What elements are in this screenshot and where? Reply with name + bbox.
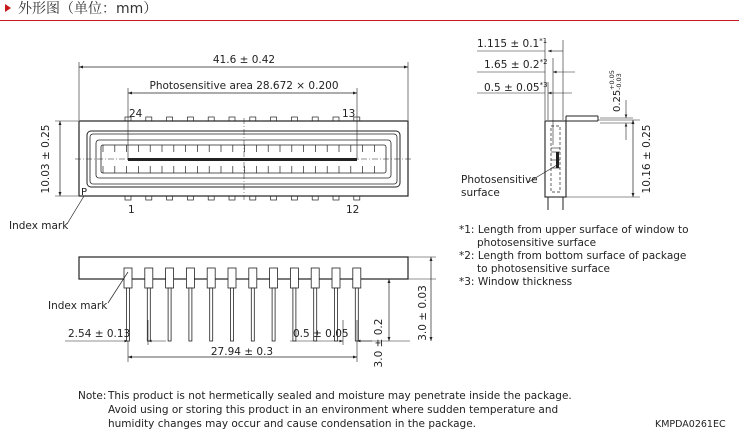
side-dim-2-value: 1.65 ± 0.2: [484, 59, 540, 71]
width-dimension-label: 41.6 ± 0.42: [212, 54, 276, 66]
footnote-3-line-1: [459, 276, 572, 289]
pitch-dimension-label: 2.54 ± 0.13: [68, 328, 131, 340]
pin-stub: [146, 196, 152, 200]
pin-lead: [210, 288, 213, 341]
pin-lead: [272, 288, 275, 341]
pin-13-label: 13: [342, 108, 356, 120]
pin-width-dimension-label: 0.5 ± 0.05: [293, 328, 349, 340]
pin-stub: [167, 196, 173, 200]
note-label: Note:: [78, 390, 107, 402]
pin-12-label: 12: [346, 204, 360, 216]
pin-stub: [187, 196, 193, 200]
side-dim-3-label: [484, 81, 548, 94]
pin-shoulder: [311, 268, 319, 288]
pin-shoulder: [353, 268, 361, 288]
pin-1-label: 1: [128, 204, 135, 216]
pin-stubs-bottom: [125, 196, 360, 200]
pin-lead: [189, 288, 192, 341]
footnote-3-text: Window thickness: [477, 276, 573, 288]
footnote-1-mark: *1:: [459, 224, 475, 236]
pin-shoulder: [290, 268, 298, 288]
side-thickness-tol-plus: +0.05: [608, 70, 616, 90]
pin-shoulder: [186, 268, 194, 288]
footnote-1-line-1: [459, 224, 689, 237]
pin-stub: [291, 196, 297, 200]
side-thickness-main: 0.25: [612, 89, 623, 112]
pin-24-label: 24: [129, 108, 143, 120]
photosensitive-surface-label-1: Photosensitive: [461, 174, 538, 186]
photosensitive-area: [128, 158, 357, 161]
side-thickness-tol-minus: -0.03: [615, 73, 623, 90]
footnote-3-mark: *3:: [459, 276, 475, 288]
pin-stub: [271, 196, 277, 200]
span-dimension-label: 27.94 ± 0.3: [210, 346, 274, 358]
footnote-1-line-2: photosensitive surface: [477, 237, 597, 249]
pin-lead: [231, 288, 234, 341]
pin-shoulder: [270, 268, 278, 288]
side-dim-1-value: 1.115 ± 0.1: [477, 38, 540, 50]
side-thickness-label: [608, 70, 623, 112]
note-line-3: humidity changes may occur and cause condensation in the package.: [108, 418, 477, 430]
top-index-mark-label: Index mark: [9, 220, 69, 232]
side-height-dimension-label: 10.16 ± 0.25: [641, 124, 653, 194]
drawing-code: KMPDA0261EC: [655, 419, 726, 430]
pin-stub: [208, 196, 214, 200]
side-dim-1-footnote: *1: [539, 37, 548, 45]
note-line-2: Avoid using or storing this product in an environment where sudden temperature and: [108, 404, 559, 416]
bond-fingers-top: [103, 145, 374, 152]
pin-shoulder: [332, 268, 340, 288]
footnote-2-mark: *2:: [459, 250, 475, 262]
footnote-2-text: Length from bottom surface of package: [477, 250, 687, 262]
footnote-1-text: Length from upper surface of window to: [477, 224, 689, 236]
photosensitive-surface-label-2: surface: [461, 187, 500, 199]
pin-shoulder: [249, 268, 257, 288]
pin-shoulder: [228, 268, 236, 288]
top-height-dimension-label: 10.03 ± 0.25: [40, 124, 52, 194]
area-dimension-label: Photosensitive area 28.672 × 0.200: [149, 80, 339, 92]
side-dim-3-value: 0.5 ± 0.05: [484, 82, 540, 94]
pin-shoulder: [207, 268, 215, 288]
note-line-1: This product is not hermetically sealed and moisture may penetrate inside the package.: [108, 390, 572, 402]
side-dim-1-label: [477, 37, 547, 50]
pin-stub: [229, 196, 235, 200]
side-dim-2-label: [484, 58, 548, 71]
pin-shoulder: [145, 268, 153, 288]
pin-shoulder: [166, 268, 174, 288]
footnote-2-line-2: to photosensitive surface: [477, 263, 610, 275]
pin-lead: [251, 288, 254, 341]
side-dim-3-footnote: *3: [539, 81, 548, 89]
pin-stub: [333, 196, 339, 200]
section-title: 外形图（单位：mm）: [18, 1, 158, 17]
pin-shoulder: [124, 268, 132, 288]
body-height-dimension-label: 3.0 ± 0.03: [417, 285, 429, 341]
pin-stub: [312, 196, 318, 200]
footnote-2-line-1: [459, 250, 686, 263]
side-dim-2-footnote: *2: [539, 58, 548, 66]
index-mark-symbol: P: [81, 187, 88, 198]
bond-fingers-bottom: [103, 166, 374, 173]
pin-stub: [250, 196, 256, 200]
lead-length-dimension-label: 3.0 ± 0.2: [373, 318, 385, 368]
pin-stub: [354, 196, 360, 200]
pin-stub: [125, 196, 131, 200]
pin-lead: [168, 288, 171, 341]
front-index-mark-label: Index mark: [48, 300, 108, 312]
